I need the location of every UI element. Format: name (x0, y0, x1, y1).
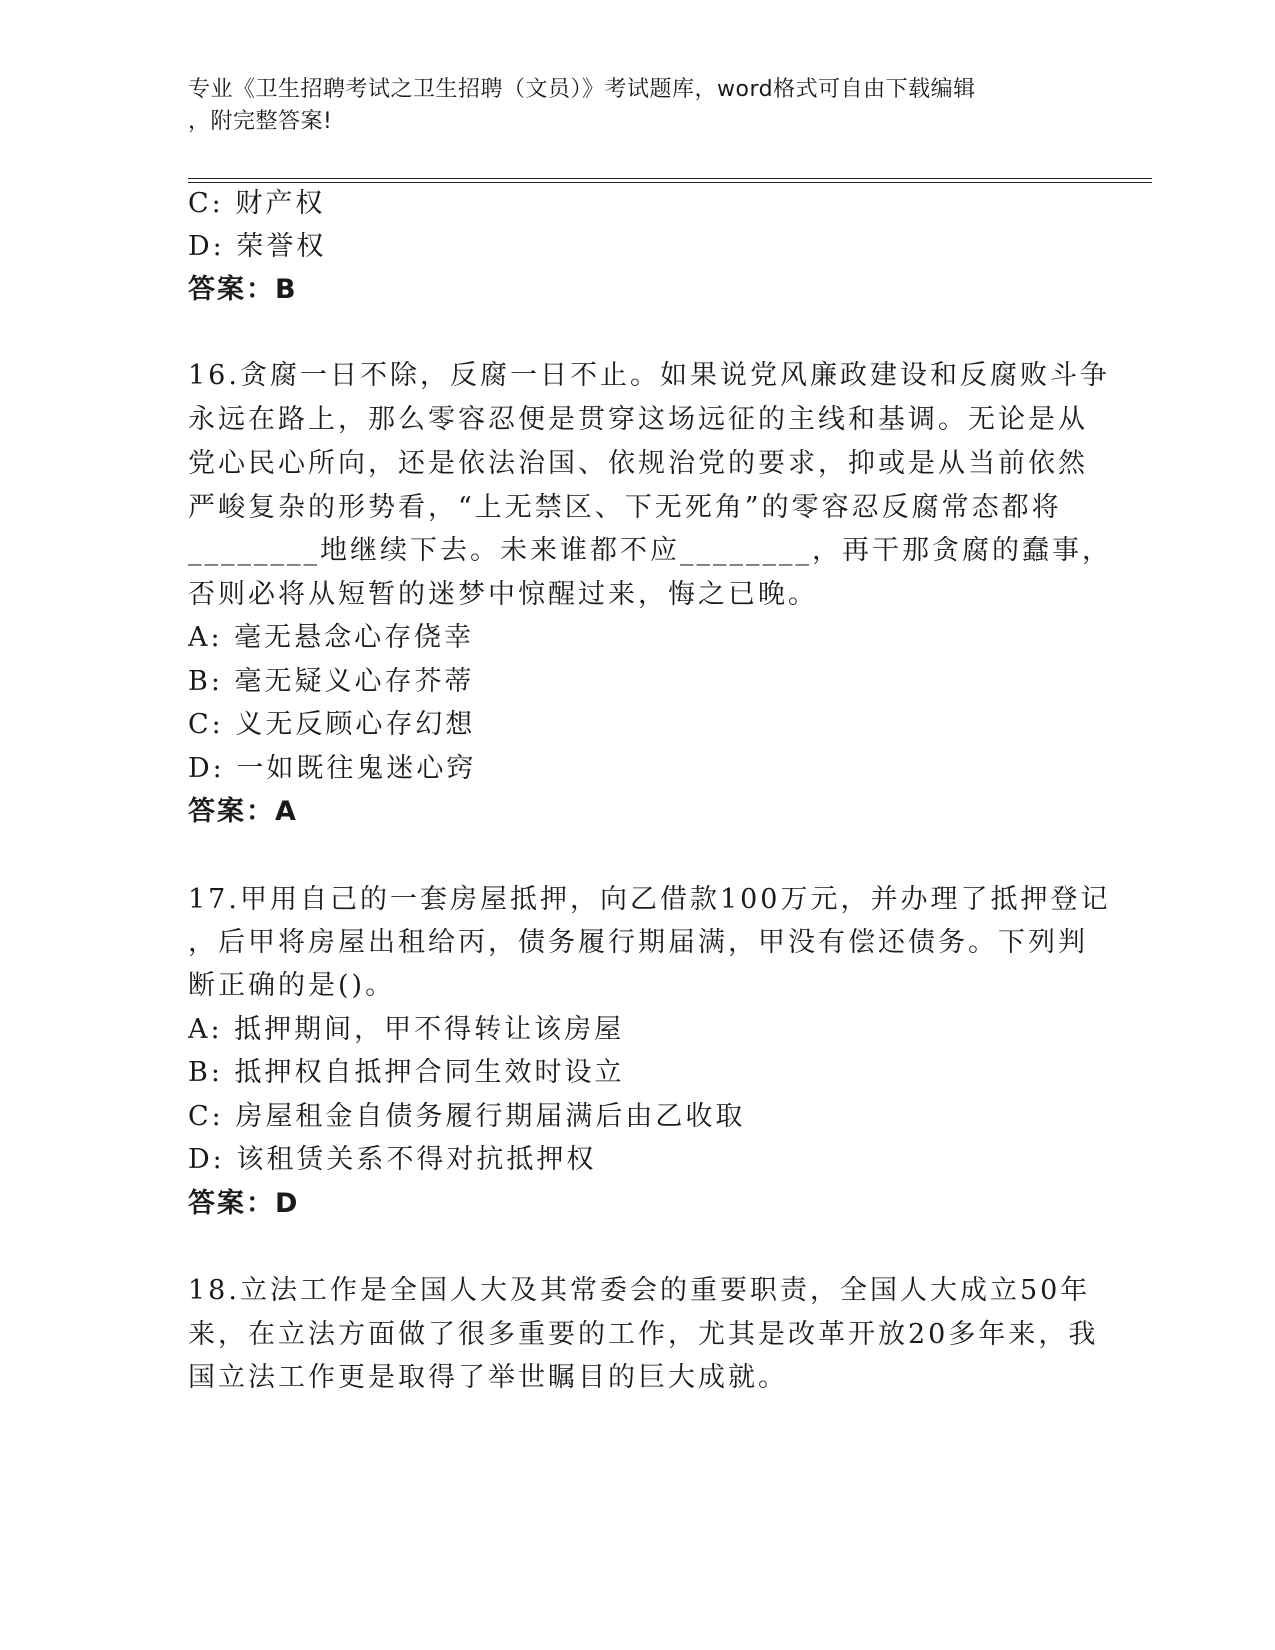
q17-option-c: C: 房屋租金自债务履行期届满后由乙收取 (188, 1101, 746, 1132)
q16-option-b: B: 毫无疑义心存芥蒂 (188, 666, 475, 697)
q15-answer: 答案：B (188, 274, 298, 305)
q17-text-line: 17.甲用自己的一套房屋抵押，向乙借款100万元，并办理了抵押登记 (188, 884, 1111, 915)
q16-text-line: 党心民心所向，还是依法治国、依规治党的要求，抑或是从当前依然 (188, 448, 1088, 479)
q16-option-d: D: 一如既往鬼迷心窍 (188, 753, 477, 784)
header-divider (188, 178, 1152, 183)
header-title-line-2: ，附完整答案! (188, 109, 333, 134)
q16-text-line: 永远在路上，那么零容忍便是贯穿这场远征的主线和基调。无论是从 (188, 404, 1088, 435)
q16-text-line: 严峻复杂的形势看，“上无禁区、下无死角”的零容忍反腐常态都将 (188, 492, 1062, 523)
q18-text-line: 18.立法工作是全国人大及其常委会的重要职责，全国人大成立50年 (188, 1275, 1091, 1306)
document-page (188, 0, 1148, 1650)
q16-text-line: ________地继续下去。未来谁都不应________，再干那贪腐的蠢事， (188, 535, 1112, 566)
q17-answer: 答案：D (188, 1188, 300, 1219)
q16-text-line: 16.贪腐一日不除，反腐一日不止。如果说党风廉政建设和反腐败斗争 (188, 360, 1110, 391)
q16-answer: 答案：A (188, 796, 298, 827)
q17-text-line: ，后甲将房屋出租给丙，债务履行期届满，甲没有偿还债务。下列判 (188, 927, 1088, 958)
document-header (188, 74, 1068, 138)
q18-text-line: 国立法工作更是取得了举世瞩目的巨大成就。 (188, 1362, 788, 1393)
q16-text-line: 否则必将从短暂的迷梦中惊醒过来，悔之已晚。 (188, 579, 818, 610)
q15-option-d: D: 荣誉权 (188, 231, 327, 262)
q16-option-c: C: 义无反顾心存幻想 (188, 709, 476, 740)
q17-option-a: A: 抵押期间，甲不得转让该房屋 (188, 1014, 625, 1045)
q17-text-line: 断正确的是()。 (188, 970, 396, 1001)
q18-text-line: 来，在立法方面做了很多重要的工作，尤其是改革开放20多年来，我 (188, 1319, 1099, 1350)
q15-option-c: C: 财产权 (188, 188, 326, 219)
q17-option-b: B: 抵押权自抵押合同生效时设立 (188, 1057, 625, 1088)
q17-option-d: D: 该租赁关系不得对抗抵押权 (188, 1144, 597, 1175)
q16-option-a: A: 毫无悬念心存侥幸 (188, 622, 475, 653)
header-title-line-1: 专业《卫生招聘考试之卫生招聘（文员）》考试题库，word格式可自由下载编辑 (188, 77, 976, 102)
